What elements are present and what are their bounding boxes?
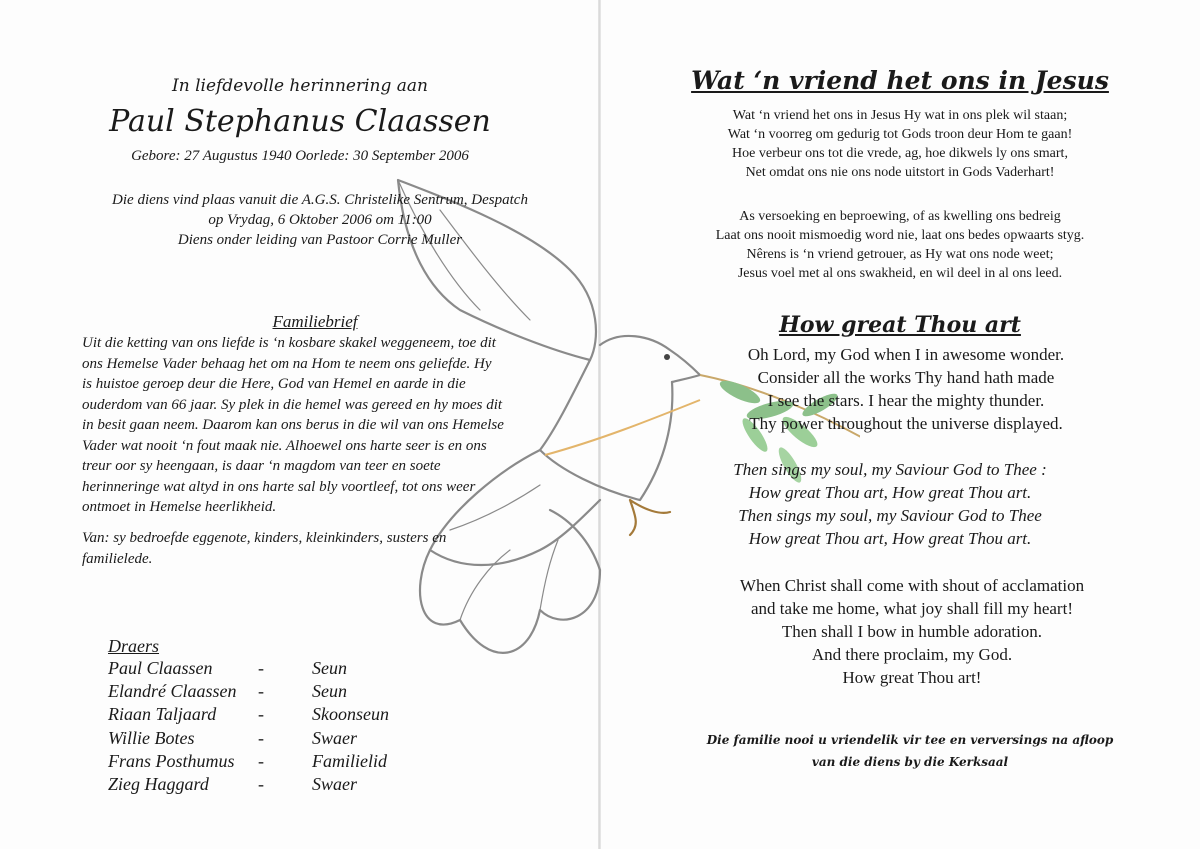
family-letter-line: ouderdom van 66 jaar. Sy plek in die hemel was gereed en hy moes dit: [82, 396, 503, 413]
family-letter-heading: Familiebrief: [272, 312, 358, 331]
bearer-name: Paul Claassen: [108, 658, 213, 678]
hymn-line: I see the stars. I hear the mighty thunder.: [767, 391, 1045, 410]
bearer-row: [108, 680, 389, 703]
bearer-row: [108, 750, 389, 773]
family-letter: [82, 333, 562, 518]
hymn-line: When Christ shall come with shout of acclamation: [739, 576, 1085, 595]
family-letter-line: Vader wat nooit ‘n fout maak nie. Alhoewel ons harte seer is en ons: [82, 437, 487, 454]
bearer-name: Zieg Haggard: [108, 773, 209, 794]
hymn-line: Then shall I bow in humble adoration.: [781, 622, 1043, 641]
hymn1-verse2: [600, 207, 1200, 283]
hymn-line: Consider all the works Thy hand hath made: [757, 368, 1055, 387]
bearer-name: Elandré Claassen: [108, 681, 237, 702]
hymn-line: Then sings my soul, my Saviour God to Thee :: [733, 460, 1047, 479]
from-family: [82, 528, 532, 569]
bearer-relation: Swaer: [312, 727, 357, 748]
hymn-line: Jesus voel met al ons swakheid, en wil deel in al ons leed.: [737, 266, 1063, 281]
hymn-line: and take me home, what joy shall fill my heart!: [751, 599, 1073, 618]
service-line: op Vrydag, 6 Oktober 2006 om 11:00: [208, 212, 432, 228]
hymn-line: How great Thou art, How great Thou art.: [748, 529, 1032, 548]
family-letter-line: herinneringe wat altyd in ons harte sal bly voortleef, tot ons weer: [82, 478, 476, 495]
hymn-line: And there proclaim, my God.: [811, 645, 1013, 664]
family-letter-line: ons Hemelse Vader behaag het om na Hom te neem ons geliefde. Hy: [82, 355, 492, 372]
hymn-line: Then sings my soul, my Saviour God to Thee: [738, 506, 1042, 525]
bearer-name: Frans Posthumus: [108, 750, 235, 771]
hymn-line: As versoeking en beproewing, of as kwelling ons bedreig: [739, 209, 1061, 224]
bearers-heading: Draers: [108, 636, 160, 656]
from-line: Van: sy bedroefde eggenote, kinders, kleinkinders, susters en: [82, 530, 447, 546]
bearer-relation: Seun: [312, 658, 347, 678]
hymn-line: Laat ons nooit mismoedig word nie, laat ons bedes opwaarts styg.: [715, 228, 1085, 243]
bearer-dash: -: [258, 727, 264, 748]
from-line: familielede.: [82, 550, 153, 567]
service-details: [0, 190, 640, 250]
hymn-line: Net omdat ons nie ons node uitstort in Gods Vaderhart!: [745, 165, 1055, 180]
bearer-dash: -: [258, 681, 264, 702]
bearer-row: [108, 657, 389, 680]
hymn-line: Hoe verbeur ons tot die vrede, ag, hoe dikwels ly ons smart,: [732, 146, 1068, 161]
hymn-line: How great Thou art, How great Thou art.: [748, 483, 1032, 502]
family-letter-line: Uit die ketting van ons liefde is ‘n kosbare skakel weggeneem, toe dit: [82, 335, 496, 351]
in-memory-heading: In liefdevolle herinnering aan: [172, 76, 428, 96]
family-letter-line: in besit gaan neem. Daarom kan ons berus in die wil van ons Hemelse: [82, 417, 504, 433]
hymn2-verse1: [606, 343, 1200, 435]
hymn-line: Thy power throughout the universe displayed.: [749, 414, 1063, 433]
bearers-list: [108, 657, 389, 796]
bearer-relation: Skoonseun: [312, 704, 389, 725]
hymn1-title: Wat ‘n vriend het ons in Jesus: [691, 66, 1109, 95]
hymn2-title: How great Thou art: [779, 312, 1021, 338]
bearer-dash: -: [258, 704, 264, 725]
hymn2-chorus: [600, 458, 1180, 550]
hymn-line: How great Thou art!: [842, 668, 982, 687]
hymn-line: Wat ‘n voorreg om gedurig tot Gods troon deur Hom te gaan!: [727, 127, 1073, 142]
hymn2-verse2: [612, 574, 1200, 689]
bearer-relation: Swaer: [312, 773, 357, 794]
hymn-line: Nêrens is ‘n vriend getrouer, as Hy wat ons node weet;: [746, 247, 1054, 262]
bearer-dash: -: [258, 658, 264, 678]
family-letter-line: ontmoet in Hemelse heerlikheid.: [82, 499, 277, 515]
note-line: van die diens by die Kerksaal: [811, 755, 1009, 769]
hymn1-verse1: [600, 106, 1200, 182]
service-line: Die diens vind plaas vanuit die A.G.S. Christelike Sentrum, Despatch: [112, 192, 528, 208]
bearer-dash: -: [258, 750, 264, 771]
hymn-line: Oh Lord, my God when I in awesome wonder.: [747, 345, 1065, 364]
bearer-row: [108, 773, 389, 796]
bearer-name: Willie Botes: [108, 727, 195, 748]
service-line: Diens onder leiding van Pastoor Corrie Muller: [177, 232, 463, 248]
bearer-row: [108, 727, 389, 750]
family-letter-line: treur oor sy heengaan, is daar ‘n magdom van teer en soete: [82, 458, 441, 474]
birth-death-dates: Gebore: 27 Augustus 1940 Oorlede: 30 September 2006: [131, 148, 469, 164]
refreshments-note: [660, 729, 1160, 773]
bearer-relation: Familielid: [312, 750, 387, 771]
hymn-line: Wat ‘n vriend het ons in Jesus Hy wat in ons plek wil staan;: [732, 108, 1068, 123]
family-letter-line: is huistoe geroep deur die Here, God van Hemel en aarde in die: [82, 376, 466, 392]
note-line: Die familie nooi u vriendelik vir tee en verversings na afloop: [706, 733, 1114, 747]
bearer-row: [108, 703, 389, 726]
bearer-relation: Seun: [312, 681, 347, 702]
bearer-name: Riaan Taljaard: [108, 704, 217, 725]
deceased-name: Paul Stephanus Claassen: [109, 104, 491, 139]
bearer-dash: -: [258, 773, 264, 794]
